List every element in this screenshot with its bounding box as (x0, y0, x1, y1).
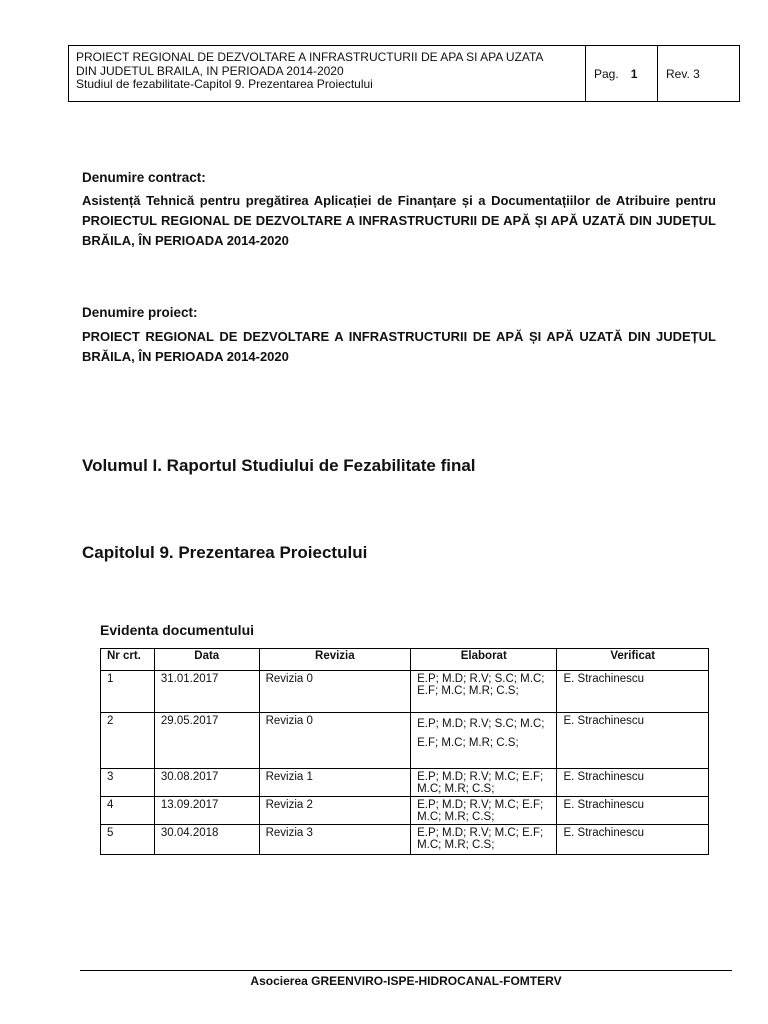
cell-verificat: E. Strachinescu (557, 797, 709, 825)
project-text: PROIECT REGIONAL DE DEZVOLTARE A INFRASTRUCTURII DE APĂ ȘI APĂ UZATĂ DIN JUDEȚUL BRĂILA, ÎN PERIOADA 2014-2020 (82, 329, 716, 364)
column-header: Verificat (557, 649, 709, 671)
cell-nr: 4 (101, 797, 155, 825)
chapter-title: Capitolul 9. Prezentarea Proiectului (82, 543, 368, 562)
volume-title: Volumul I. Raportul Studiului de Fezabilitate final (82, 456, 476, 475)
cell-revision: Revizia 3 (259, 825, 410, 855)
project-label: Denumire proiect: (82, 305, 198, 320)
cell-elaborat: E.P; M.D; R.V; M.C; E.F; M.C; M.R; C.S; (411, 769, 557, 797)
evidence-title: Evidenta documentului (100, 622, 255, 638)
cell-revision: Revizia 0 (259, 671, 410, 713)
header-line-2: DIN JUDETUL BRAILA, IN PERIOADA 2014-2020 (76, 63, 344, 78)
table-header-row (101, 649, 709, 671)
column-header: Revizia (259, 649, 410, 671)
revision-table (100, 648, 709, 855)
header-page-cell (586, 46, 658, 101)
cell-elaborat: E.P; M.D; R.V; M.C; E.F; M.C; M.R; C.S; (411, 825, 557, 855)
cell-date: 13.09.2017 (154, 797, 259, 825)
cell-verificat: E. Strachinescu (557, 671, 709, 713)
header-title-block (69, 46, 586, 101)
footer-divider (80, 970, 732, 971)
cell-elaborat: E.P; M.D; R.V; M.C; E.F; M.C; M.R; C.S; (411, 797, 557, 825)
table-row (101, 769, 709, 797)
cell-date: 30.04.2018 (154, 825, 259, 855)
cell-verificat: E. Strachinescu (557, 713, 709, 769)
cell-verificat: E. Strachinescu (557, 769, 709, 797)
cell-nr: 2 (101, 713, 155, 769)
cell-elaborat: E.P; M.D; R.V; S.C; M.C; E.F; M.C; M.R; C.S; (411, 671, 557, 713)
document-header (68, 45, 740, 102)
revision-label: Rev. 3 (666, 66, 700, 81)
cell-revision: Revizia 2 (259, 797, 410, 825)
cell-revision: Revizia 1 (259, 769, 410, 797)
table-row (101, 797, 709, 825)
header-revision-cell (658, 46, 739, 101)
table-row (101, 713, 709, 769)
page-label: Pag. (594, 66, 619, 81)
page-number: 1 (630, 66, 638, 81)
cell-nr: 1 (101, 671, 155, 713)
cell-revision: Revizia 0 (259, 713, 410, 769)
column-header: Nr crt. (101, 649, 155, 671)
contract-label: Denumire contract: (82, 170, 206, 185)
contract-text: Asistență Tehnică pentru pregătirea Aplicației de Finanțare și a Documentațiilor de Atribuire pentru PROIECTUL REGIONAL DE DEZVOLTARE A INFRASTRUCTURII DE APĂ ȘI APĂ UZATĂ DIN JUDEȚUL BRĂILA, ÎN PERIOADA 2014-2020 (82, 193, 716, 248)
header-line-1: PROIECT REGIONAL DE DEZVOLTARE A INFRASTRUCTURII DE APA SI APA UZATA (76, 50, 544, 64)
cell-verificat: E. Strachinescu (557, 825, 709, 855)
table-row (101, 671, 709, 713)
cell-nr: 3 (101, 769, 155, 797)
column-header: Data (154, 649, 259, 671)
cell-date: 29.05.2017 (154, 713, 259, 769)
footer-text: Asocierea GREENVIRO-ISPE-HIDROCANAL-FOMTERV (250, 974, 562, 988)
cell-date: 30.08.2017 (154, 769, 259, 797)
cell-nr: 5 (101, 825, 155, 855)
table-row (101, 825, 709, 855)
cell-date: 31.01.2017 (154, 671, 259, 713)
column-header: Elaborat (411, 649, 557, 671)
cell-elaborat: E.P; M.D; R.V; S.C; M.C; E.F; M.C; M.R; C.S; (411, 713, 557, 769)
header-line-3: Studiul de fezabilitate-Capitol 9. Prezentarea Proiectului (76, 77, 373, 91)
